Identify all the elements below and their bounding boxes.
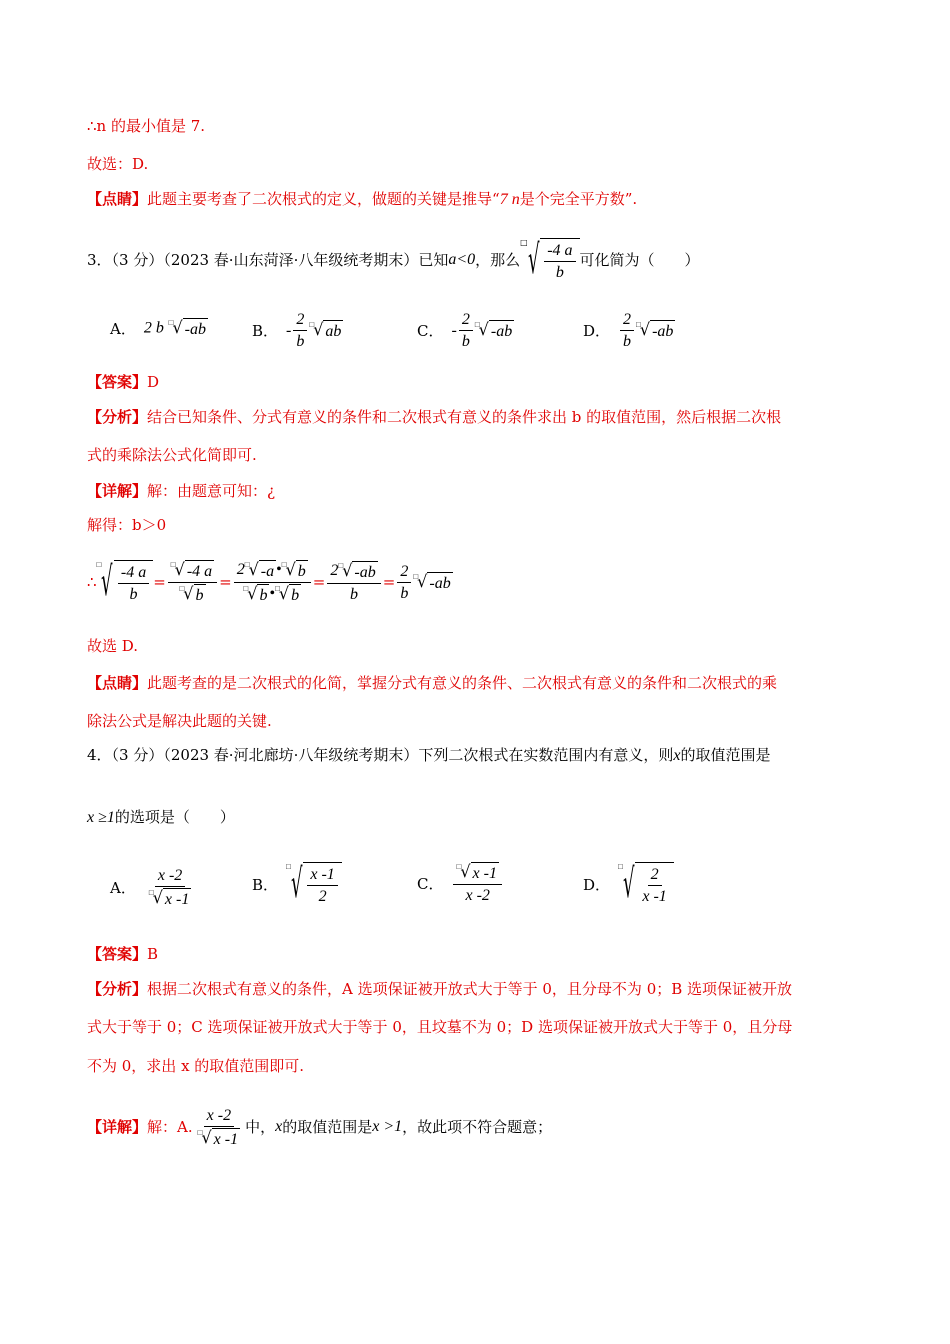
- q4-stem-1: 4．（3 分）（2023 春·河北廊坊·八年级统考期末）下列二次根式在实数范围内有意义，则x的取值范围是: [87, 746, 771, 764]
- q4-option-c: C． □ √ x -1 x -2: [417, 862, 504, 905]
- q4-stem-2: x ≥1的选项是（ ）: [87, 808, 235, 826]
- q4-detail: 【详解】 解：A. x -2 □ √ x -1 中， x 的取值范围是 x >1 ，故此项不符合题意；: [87, 1106, 553, 1148]
- q3-detail-1: 【详解】解：由题意可知：¿: [87, 482, 276, 500]
- q3-option-d: D． $\frac{2}{b}$ □ √ -ab: [583, 311, 674, 350]
- q2-choice: 故选：D.: [87, 155, 149, 173]
- q3-tip-1: 【点睛】此题考查的是二次根式的化简，掌握分式有意义的条件、二次根式有意义的条件和二次根式的乘: [87, 674, 778, 692]
- q3-analysis-2: 式的乘除法公式化简即可.: [87, 446, 257, 464]
- q4-option-b: B． □ √ $\frac{x -1}{2}$: [252, 862, 342, 906]
- q3-answer: 【答案】D: [87, 373, 160, 391]
- q3-analysis-1: 【分析】结合已知条件、分式有意义的条件和二次根式有意义的条件求出 b 的取值范围，然后根据二次根: [87, 408, 782, 426]
- q2-tip: 【点睛】此题主要考查了二次根式的定义，做题的关键是推导“7 n是个完全平方数”.: [87, 190, 638, 208]
- q3-tip-2: 除法公式是解决此题的关键.: [87, 712, 272, 730]
- q4-analysis-3: 不为 0，求出 x 的取值范围即可.: [87, 1057, 305, 1075]
- q3-stem-radical: □ √ $\frac{-4 a}{b}$: [520, 238, 579, 282]
- q3-option-c: C． - $\frac{2}{b}$ □ √ -ab: [417, 311, 513, 350]
- q3-option-b: B． - $\frac{2}{b}$ □ √ ab: [252, 311, 342, 350]
- q2-conclusion: ∴n 的最小值是 7.: [87, 117, 206, 135]
- q4-analysis-1: 【分析】根据二次根式有意义的条件，A 选项保证被开放式大于等于 0，且分母不为 0；B 选项保证被开放: [87, 980, 793, 998]
- q3-choice: 故选 D.: [87, 637, 139, 655]
- q4-analysis-2: 式大于等于 0；C 选项保证被开放式大于等于 0，且坟墓不为 0；D 选项保证被开放式大于等于 0，且分母: [87, 1018, 793, 1036]
- q4-option-a: A． x -2 □ √ x -1: [110, 867, 190, 908]
- q3-stem: 3．（3 分）（2023 春·山东菏泽·八年级统考期末）已知 a<0 ，那么 □ √ $\frac{-4 a}{b}$ 可化简为（ ）: [87, 237, 700, 283]
- q3-calculation: ∴ □ √ $\frac{-4 a}{b}$ = □ √ -4 a □ √ b = 2 □ √ -a • □ √ b □ √ b • □ √ b = 2 □ √ -ab b = $\frac{2}{b}$ □ √ -ab: [87, 558, 451, 605]
- q4-answer: 【答案】B: [87, 945, 159, 963]
- q4-option-d: D． □ √ $\frac{2}{x -1}$: [583, 862, 674, 906]
- q3-option-a: A． 2 b □ √ -ab: [110, 317, 206, 338]
- q3-detail-2: 解得：b＞0: [87, 516, 167, 534]
